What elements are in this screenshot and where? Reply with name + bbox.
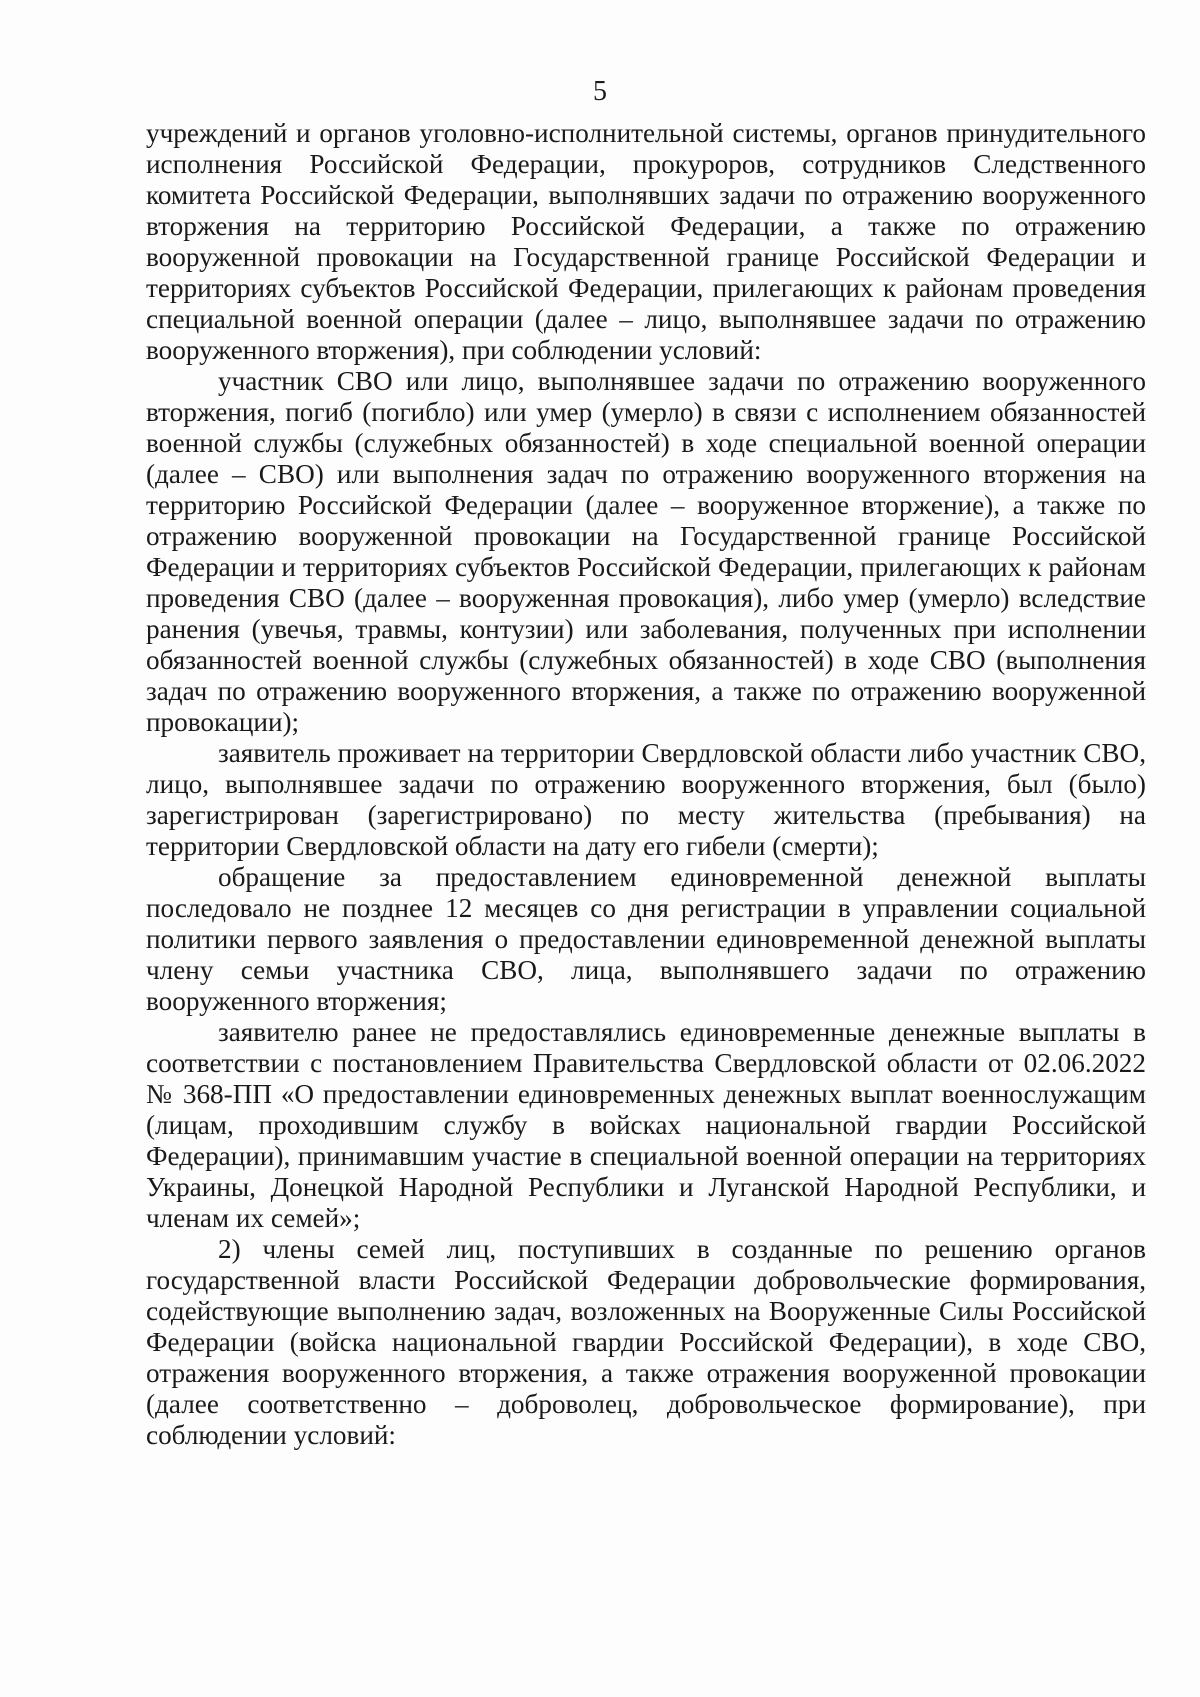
paragraph-continuation: учреждений и органов уголовно-исполнительной системы, органов принудительного исполнения Российской Федерации, прокуроров, сотрудников Следственного комитета Российской Федерации, выполнявших задачи по отражению вооруженного вторжения на территорию Российской Федерации, а также по отражению вооруженной провокации на Государственной границе Российской Федерации и территориях субъектов Российской Федерации, прилегающих к районам проведения специальной военной операции (далее – лицо, выполнявшее задачи по отражению вооруженного вторжения), при соблюдении условий: [146,118,1146,365]
paragraph-condition-death: участник СВО или лицо, выполнявшее задачи по отражению вооруженного вторжения, погиб (погибло) или умер (умерло) в связи с исполнением обязанностей военной службы (служебных обязанностей) в ходе специальной военной операции (далее – СВО) или выполнения задач по отражению вооруженного вторжения на территорию Российской Федерации (далее – вооруженное вторжение), а также по отражению вооруженной провокации на Государственной границе Российской Федерации и территориях субъектов Российской Федерации, прилегающих к районам проведения СВО (далее – вооруженная провокация), либо умер (умерло) вследствие ранения (увечья, травмы, контузии) или заболевания, полученных при исполнении обязанностей военной службы (служебных обязанностей) в ходе СВО (выполнения задач по отражению вооруженного вторжения, а также по отражению вооруженной провокации); [146,366,1146,737]
page-number: 5 [593,76,607,107]
paragraph-condition-residence: заявитель проживает на территории Свердловской области либо участник СВО, лицо, выполнявшее задачи по отражению вооруженного вторжения, был (было) зарегистрирован (зарегистрировано) по месту жительства (пребывания) на территории Свердловской области на дату его гибели (смерти); [146,738,1146,861]
paragraph-condition-deadline: обращение за предоставлением единовременной денежной выплаты последовало не позднее 12 месяцев со дня регистрации в управлении социальной политики первого заявления о предоставлении единовременной денежной выплаты члену семьи участника СВО, лица, выполнявшего задачи по отражению вооруженного вторжения; [146,862,1146,1016]
paragraph-condition-no-prior-payments: заявителю ранее не предоставлялись единовременные денежные выплаты в соответствии с постановлением Правительства Свердловской области от 02.06.2022 № 368-ПП «О предоставлении единовременных денежных выплат военнослужащим (лицам, проходившим службу в войсках национальной гвардии Российской Федерации), принимавшим участие в специальной военной операции на территориях Украины, Донецкой Народной Республики и Луганской Народной Республики, и членам их семей»; [146,1017,1146,1233]
paragraph-item-2-volunteers: 2) члены семей лиц, поступивших в созданные по решению органов государственной власти Российской Федерации добровольческие формирования, содействующие выполнению задач, возложенных на Вооруженные Силы Российской Федерации (войска национальной гвардии Российской Федерации), в ходе СВО, отражения вооруженного вторжения, а также отражения вооруженной провокации (далее соответственно – доброволец, добровольческое формирование), при соблюдении условий: [146,1234,1146,1450]
document-body [146,118,1146,1451]
